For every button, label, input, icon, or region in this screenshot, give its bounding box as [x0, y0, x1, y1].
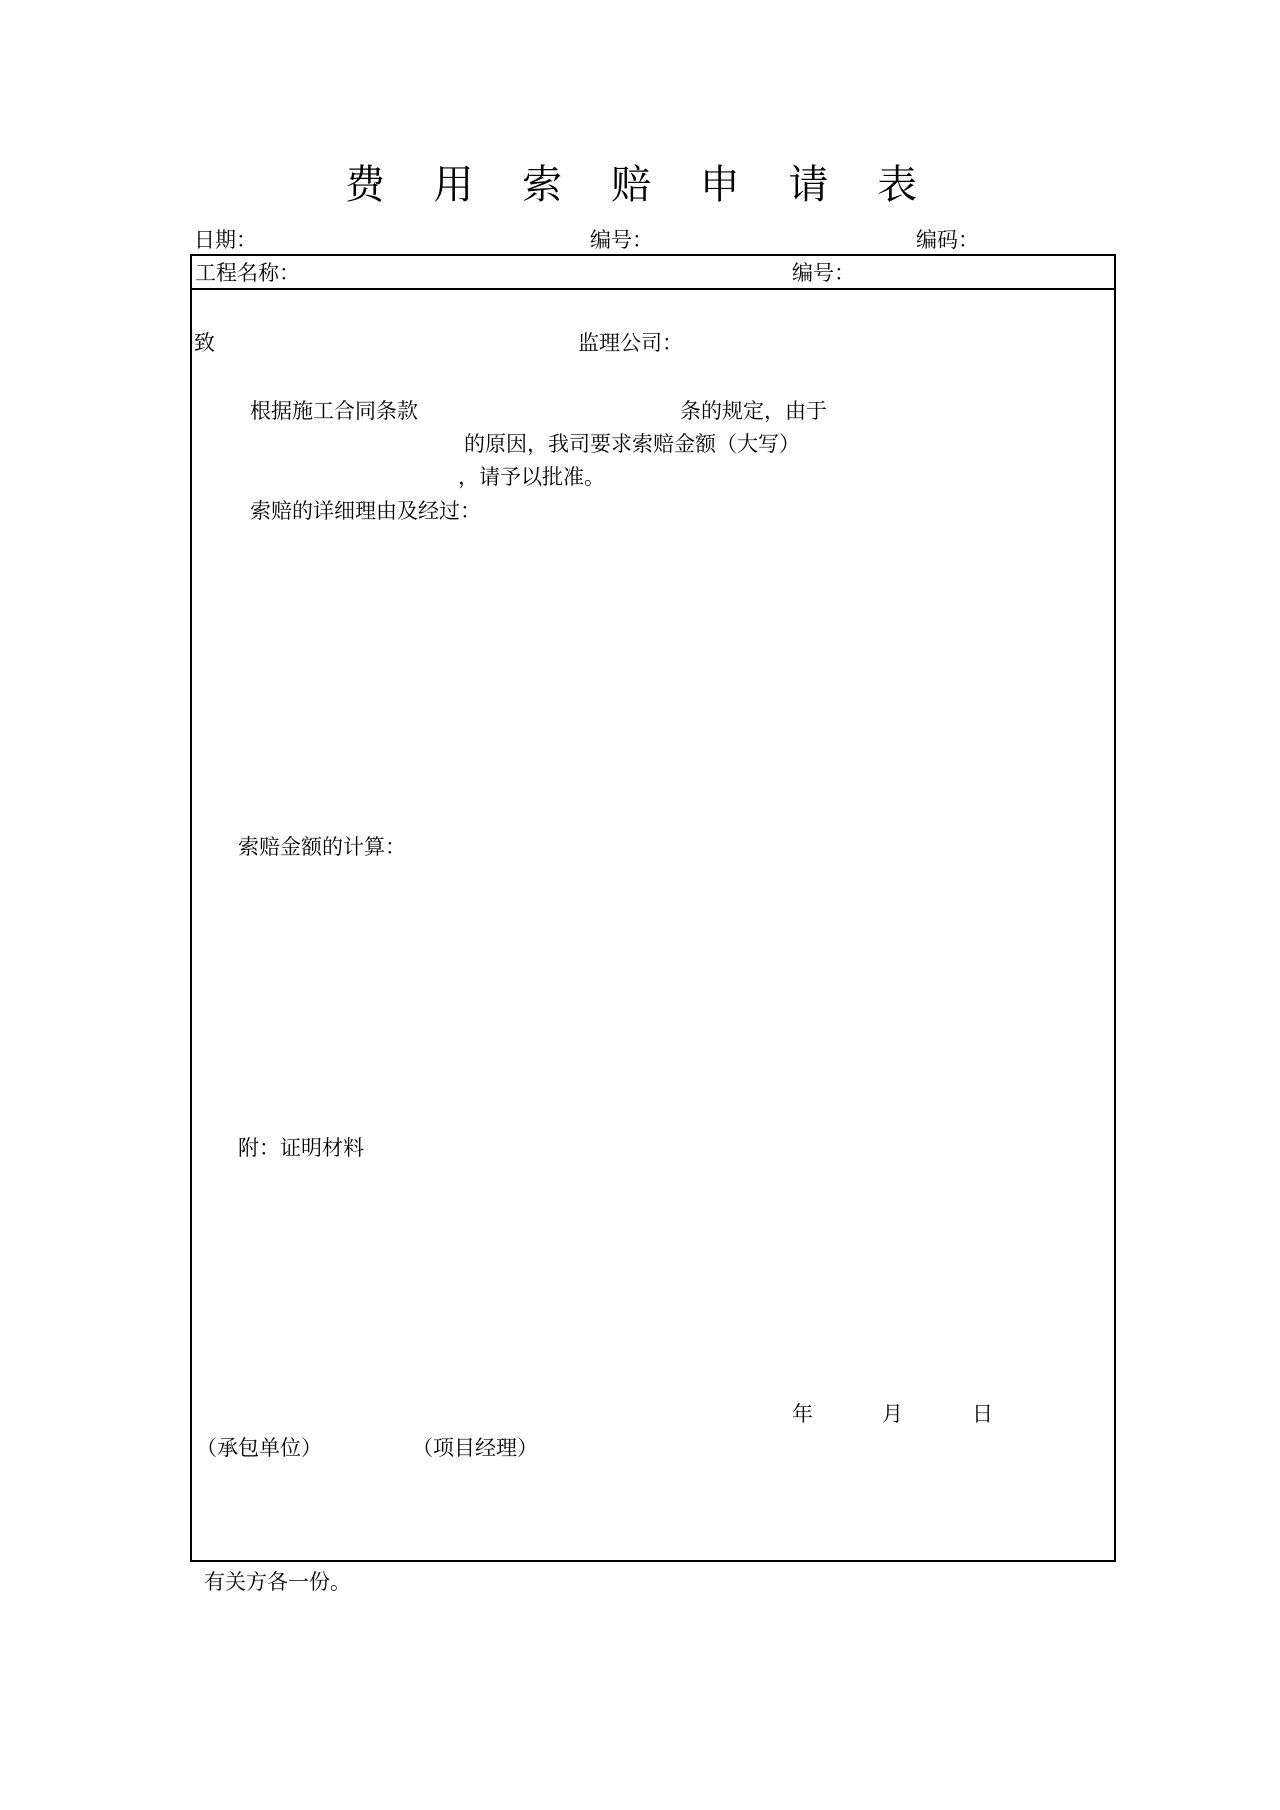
footer-note: 有关方各一份。: [204, 1570, 351, 1594]
project-row-frame: [190, 254, 1116, 290]
reason-line: 的原因，我司要求索赔金额（大写）: [464, 432, 800, 456]
details-label: 索赔的详细理由及经过：: [250, 499, 481, 523]
to-label: 致: [194, 331, 215, 355]
clause-prefix: 根据施工合同条款: [250, 399, 418, 423]
contractor-label: （承包单位）: [196, 1436, 322, 1460]
manager-label: （项目经理）: [412, 1436, 538, 1460]
code-label: 编码：: [916, 228, 979, 252]
supervisor-label: 监理公司：: [578, 331, 683, 355]
approve-line: ，请予以批准。: [458, 465, 605, 489]
number-label: 编号：: [590, 228, 653, 252]
date-year: 年: [792, 1402, 813, 1426]
date-day: 日: [972, 1402, 993, 1426]
calc-label: 索赔金额的计算：: [238, 835, 406, 859]
form-body-frame: [190, 288, 1116, 1562]
page-title: 费 用 索 赔 申 请 表: [344, 162, 936, 208]
attachment-label: 附：证明材料: [238, 1136, 364, 1160]
project-number-label: 编号：: [792, 261, 855, 285]
clause-suffix: 条的规定，由于: [680, 399, 827, 423]
date-label: 日期：: [194, 228, 257, 252]
project-name-label: 工程名称：: [195, 261, 300, 285]
date-month: 月: [882, 1402, 903, 1426]
